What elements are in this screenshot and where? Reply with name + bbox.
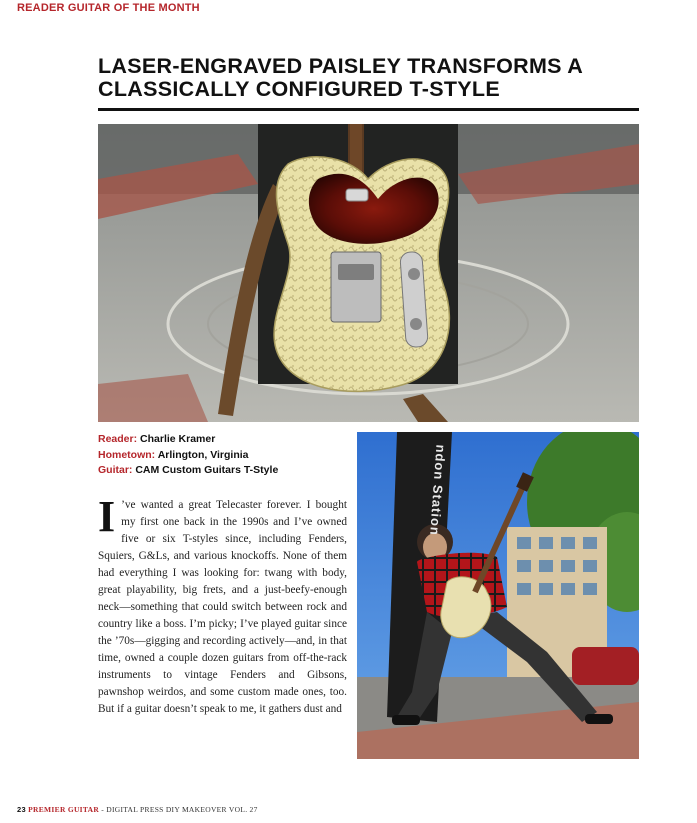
- credit-guitar-value: CAM Custom Guitars T-Style: [135, 464, 279, 476]
- player-photo: [357, 432, 639, 759]
- credit-hometown-value: Arlington, Virginia: [157, 448, 249, 461]
- footer-publication: - DIGITAL PRESS DIY MAKEOVER VOL. 27: [99, 805, 258, 814]
- station-sign-text: ndon Station: [427, 444, 449, 537]
- page-footer: [17, 805, 258, 814]
- drop-cap: I: [98, 492, 116, 541]
- headline-line-2: CLASSICALLY CONFIGURED T-STYLE: [98, 77, 501, 101]
- headline: [98, 55, 643, 101]
- credit-reader-value: Charlie Kramer: [140, 433, 216, 445]
- credit-guitar: [98, 463, 348, 479]
- headline-rule: [98, 108, 639, 111]
- credits: [98, 432, 348, 479]
- headline-line-1: LASER-ENGRAVED PAISLEY TRANSFORMS A: [98, 54, 584, 78]
- article-body-text: ’ve wanted a great Telecaster forever. I bought my first one back in the 1990s and I’ve owned five or six T-styles since, including Fenders, Squiers, G&Ls, and various knockoffs. None of them had everything I was looking for: twang with body, great playability, big frets, and a just-beefy-enough neck—something that could switch between rock and country like a boss. I’m picky; I’ve played guitar since the ’70s—gigging and recording actively—and, in that time, owned a couple dozen guitars from off-the-rack instruments to vintage Fenders and Gibsons, pawnshop weirdos, and some custom made ones, too. But if a guitar doesn’t speak to me, it gathers dust and: [98, 499, 347, 715]
- page-number: 23: [17, 805, 26, 814]
- player-photo-illustration: [357, 432, 639, 759]
- section-tag: READER GUITAR OF THE MONTH: [17, 2, 200, 14]
- guitar-photo-illustration: [98, 124, 639, 422]
- footer-brand: PREMIER GUITAR: [28, 805, 100, 814]
- credit-hometown-label: Hometown:: [98, 448, 156, 461]
- article-body: [98, 492, 347, 718]
- credit-reader-label: Reader:: [98, 433, 138, 445]
- credit-hometown: [98, 448, 348, 464]
- guitar-photo: [98, 124, 639, 422]
- credit-reader: [98, 432, 348, 448]
- credit-guitar-label: Guitar:: [98, 464, 133, 476]
